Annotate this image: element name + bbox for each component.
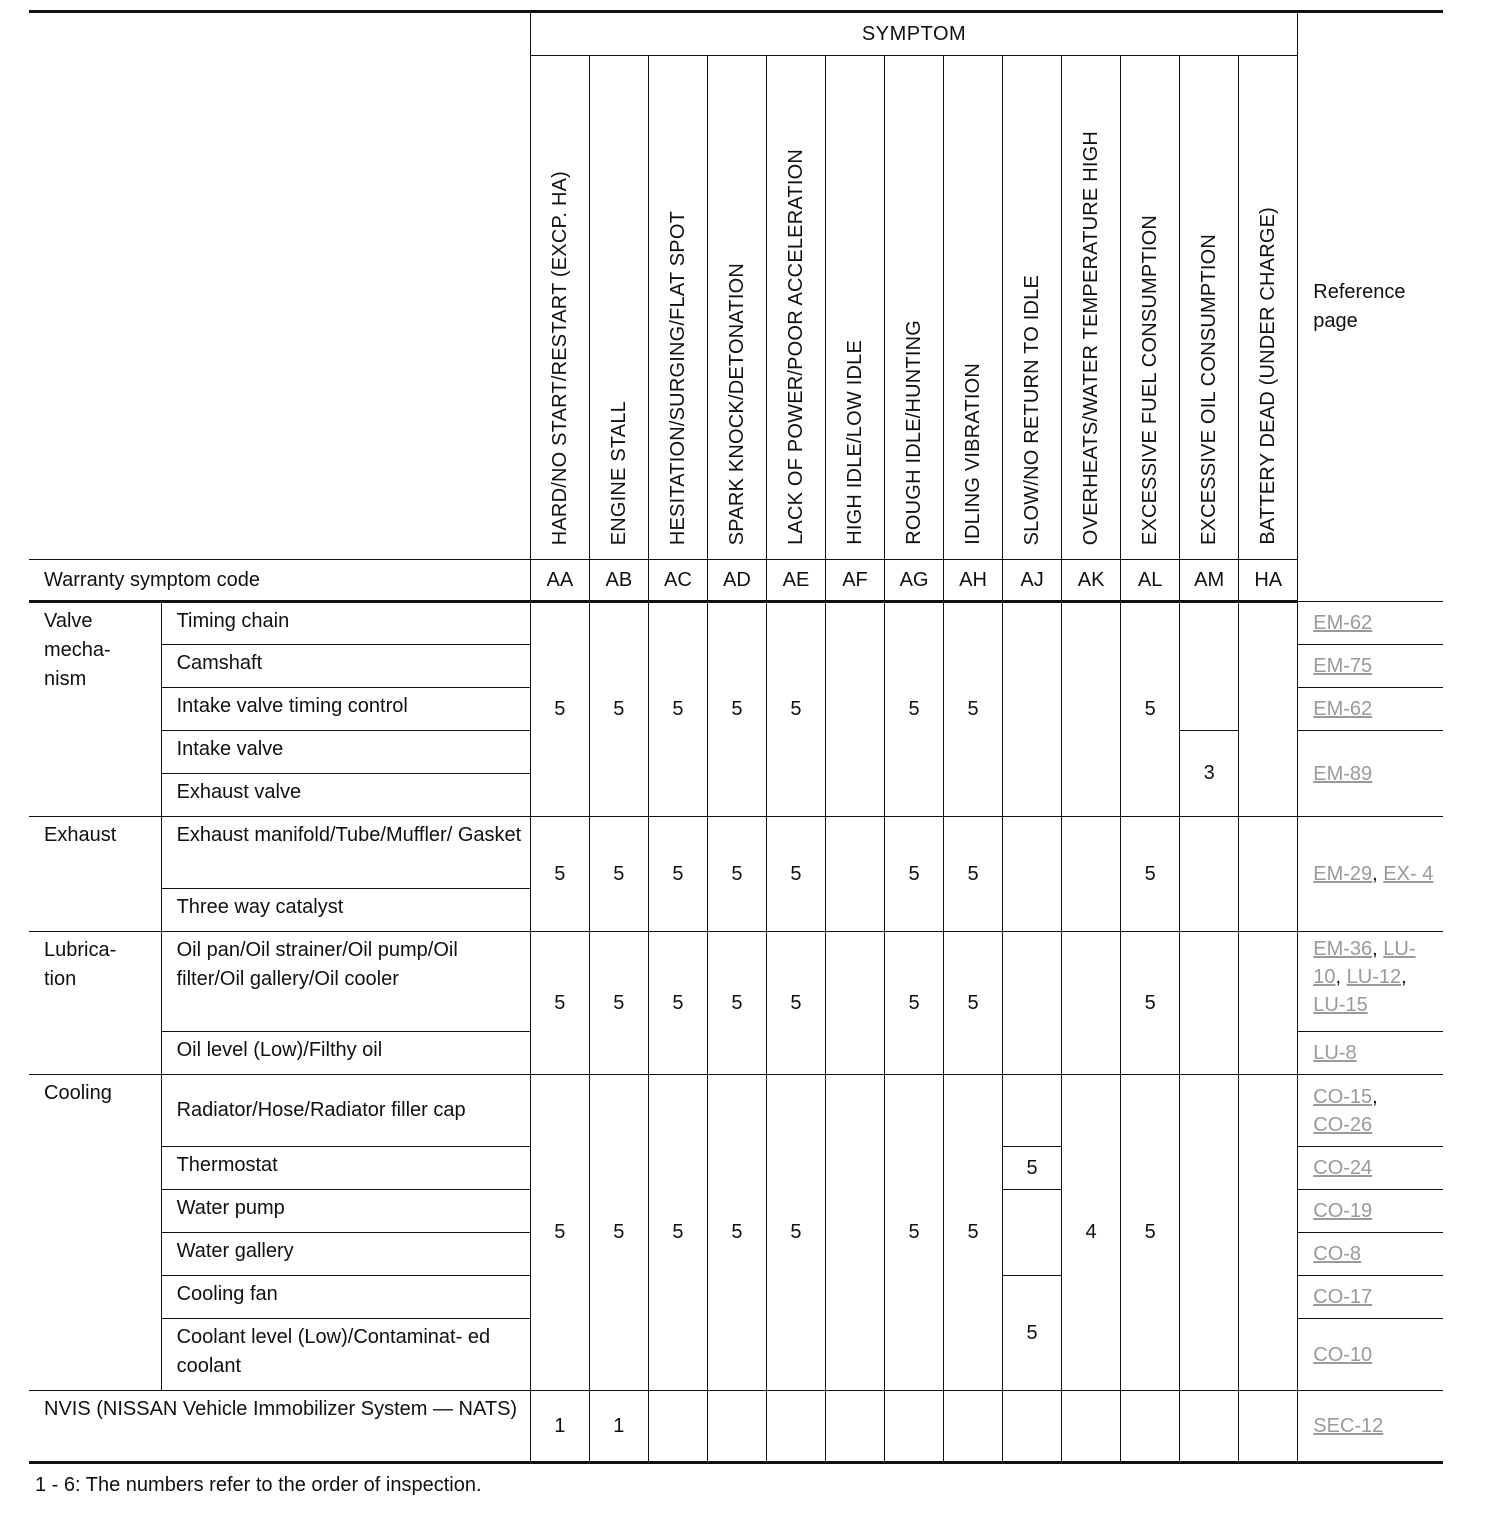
cell-empty [1180,817,1239,932]
ref-link[interactable]: LU- 10 [1313,938,1416,988]
cell: 5 [648,817,707,932]
group-exhaust-label: Exhaust [29,817,161,932]
cell: 5 [707,1075,766,1391]
cell-empty [1239,817,1298,932]
cell-empty [1062,1391,1121,1463]
ref-link[interactable]: EM-75 [1313,655,1373,677]
cell-empty [1003,1190,1062,1276]
cell: 5 [1003,1276,1062,1391]
symptom-col-ab [589,56,648,560]
code-ae: AE [766,560,825,602]
symptom-col-ae [766,56,825,560]
cell-empty [648,1391,707,1463]
symptom-col-ag [885,56,944,560]
cell-empty [1239,602,1298,817]
cell: 3 [1180,731,1239,817]
cell: 5 [1121,817,1180,932]
symptom-col-ac [648,56,707,560]
symptom-name: HIGH IDLE/LOW IDLE [843,340,866,545]
symptom-name: ROUGH IDLE/HUNTING [903,320,926,545]
cell: 5 [530,1075,589,1391]
ref-link[interactable]: EM-36 [1313,938,1373,960]
ref-separator: , [1372,863,1384,885]
cell: 5 [589,602,648,817]
symptom-col-ha [1239,56,1298,560]
item-coolant-level: Coolant level (Low)/Contaminat- ed coolant [161,1319,530,1391]
cell: 5 [766,817,825,932]
code-af: AF [825,560,884,602]
ref-radiator[interactable] [1298,1075,1443,1147]
cell-empty [825,1391,884,1463]
symptom-name: EXCESSIVE FUEL CONSUMPTION [1139,214,1162,545]
cell-empty [825,602,884,817]
cell-empty [1239,932,1298,1075]
cell-empty [1239,1075,1298,1391]
cell: 5 [648,932,707,1075]
cell: 5 [589,932,648,1075]
cell: 5 [885,1075,944,1391]
warranty-label: Warranty symptom code [29,560,530,602]
group-valve-label: Valve mecha- nism [29,602,161,817]
cell-empty [825,1075,884,1391]
cell: 5 [885,817,944,932]
cell-empty [1003,932,1062,1075]
cell: 1 [530,1391,589,1463]
item-exhaust-manifold: Exhaust manifold/Tube/Muffler/ Gasket [161,817,530,889]
code-al: AL [1121,560,1180,602]
symptom-name: ENGINE STALL [607,400,630,545]
ref-link[interactable]: EM-62 [1313,698,1373,720]
footnote: 1 - 6: The numbers refer to the order of inspection. [35,1474,482,1496]
symptom-col-am [1180,56,1239,560]
ref-separator: , [1372,1085,1378,1108]
code-ab: AB [589,560,648,602]
symptom-col-al [1121,56,1180,560]
ref-link[interactable]: LU-12 [1346,966,1402,988]
cell-empty [1239,1391,1298,1463]
ref-link[interactable]: CO-10 [1313,1343,1373,1366]
cell-empty [1180,602,1239,731]
ref-nvis[interactable] [1298,1391,1443,1463]
reference-header: Reference page [1298,12,1443,602]
symptom-table [29,10,1443,1464]
code-am: AM [1180,560,1239,602]
ref-link[interactable]: SEC-12 [1313,1415,1384,1437]
symptom-col-ak [1062,56,1121,560]
cell: 5 [530,602,589,817]
cell: 5 [707,602,766,817]
ref-link[interactable]: EM-62 [1313,612,1373,634]
header-corner [29,12,530,560]
group-lubrication-label: Lubrica- tion [29,932,161,1075]
group-nvis-label: NVIS (NISSAN Vehicle Immobilizer System — NATS) [29,1391,530,1463]
item-three-way-catalyst: Three way catalyst [161,889,530,932]
code-ad: AD [707,560,766,602]
cell-empty [1180,1391,1239,1463]
item-timing-chain: Timing chain [161,602,530,645]
cell-empty [1062,602,1121,817]
cell-empty [1003,602,1062,817]
ref-separator: , [1401,966,1407,988]
ref-link[interactable]: CO-19 [1313,1200,1373,1222]
ref-link[interactable]: CO-17 [1313,1286,1373,1308]
cell-empty [1121,1391,1180,1463]
cell: 5 [885,932,944,1075]
symptom-name: IDLING VIBRATION [962,363,985,545]
ref-link[interactable]: CO-15 [1313,1085,1373,1108]
symptom-col-aj [1003,56,1062,560]
cell: 5 [766,932,825,1075]
code-aj: AJ [1003,560,1062,602]
cell-empty [1003,1075,1062,1147]
ref-link[interactable]: LU-8 [1313,1042,1357,1064]
cell: 5 [707,932,766,1075]
item-exhaust-valve: Exhaust valve [161,774,530,817]
item-radiator: Radiator/Hose/Radiator filler cap [161,1075,530,1147]
cell: 5 [766,602,825,817]
ref-cooling-fan[interactable] [1298,1276,1443,1319]
ref-coolant-level[interactable] [1298,1319,1443,1391]
symptom-header: SYMPTOM [530,12,1297,56]
ref-exhaust[interactable] [1298,817,1443,932]
symptom-col-ad [707,56,766,560]
cell-empty [944,1391,1003,1463]
cell-empty [1180,932,1239,1075]
cell-empty [1180,1075,1239,1391]
code-ah: AH [944,560,1003,602]
ref-link[interactable]: EM-89 [1313,762,1373,785]
code-ak: AK [1062,560,1121,602]
cell: 5 [944,602,1003,817]
ref-link[interactable]: CO-8 [1313,1243,1362,1265]
symptom-name: BATTERY DEAD (UNDER CHARGE) [1257,207,1280,545]
item-water-gallery: Water gallery [161,1233,530,1276]
code-ac: AC [648,560,707,602]
cell: 5 [648,602,707,817]
cell: 5 [589,1075,648,1391]
item-cooling-fan: Cooling fan [161,1276,530,1319]
cell: 5 [885,602,944,817]
cell: 5 [1121,602,1180,817]
symptom-name: OVERHEATS/WATER TEMPERATURE HIGH [1080,130,1103,545]
symptom-col-ah [944,56,1003,560]
item-camshaft: Camshaft [161,645,530,688]
cell: 5 [648,1075,707,1391]
cell: 5 [766,1075,825,1391]
cell: 5 [589,817,648,932]
ref-thermostat[interactable] [1298,1147,1443,1190]
symptom-col-aa [530,56,589,560]
ref-water-gallery[interactable] [1298,1233,1443,1276]
ref-oil-system[interactable] [1298,932,1443,1032]
ref-intake-valve-timing[interactable] [1298,688,1443,731]
cell: 5 [1121,932,1180,1075]
item-oil-system: Oil pan/Oil strainer/Oil pump/Oil filter/Oil gallery/Oil cooler [161,932,530,1032]
cell: 5 [707,817,766,932]
ref-separator: , [1335,966,1347,988]
cell-empty [1003,817,1062,932]
cell-empty [885,1391,944,1463]
cell-empty [707,1391,766,1463]
ref-camshaft[interactable] [1298,645,1443,688]
cell: 5 [944,932,1003,1075]
ref-timing-chain[interactable] [1298,602,1443,645]
ref-link[interactable]: EM-29 [1313,863,1373,885]
ref-link[interactable]: CO-24 [1313,1157,1373,1179]
code-ha: HA [1239,560,1298,602]
item-water-pump: Water pump [161,1190,530,1233]
symptom-name: EXCESSIVE OIL CONSUMPTION [1198,234,1221,545]
symptom-name: HARD/NO START/RESTART (EXCP. HA) [548,170,571,545]
item-thermostat: Thermostat [161,1147,530,1190]
cell-empty [1062,932,1121,1075]
cell-empty [766,1391,825,1463]
item-intake-valve-timing: Intake valve timing control [161,688,530,731]
item-intake-valve: Intake valve [161,731,530,774]
code-aa: AA [530,560,589,602]
cell: 5 [1121,1075,1180,1391]
cell: 5 [530,932,589,1075]
group-cooling-label: Cooling [29,1075,161,1391]
cell: 5 [1003,1147,1062,1190]
cell: 5 [530,817,589,932]
ref-valves[interactable] [1298,731,1443,817]
cell-empty [1003,1391,1062,1463]
symptom-name: SPARK KNOCK/DETONATION [725,262,748,545]
item-oil-level: Oil level (Low)/Filthy oil [161,1032,530,1075]
ref-link[interactable]: EX- 4 [1383,863,1434,885]
code-ag: AG [885,560,944,602]
cell: 5 [944,1075,1003,1391]
ref-link[interactable]: CO-26 [1313,1113,1373,1136]
cell: 5 [944,817,1003,932]
symptom-name: LACK OF POWER/POOR ACCELERATION [784,149,807,545]
cell-empty [825,932,884,1075]
cell-empty [825,817,884,932]
ref-separator: , [1372,938,1384,960]
symptom-col-af [825,56,884,560]
cell: 1 [589,1391,648,1463]
cell: 4 [1062,1075,1121,1391]
ref-link[interactable]: LU-15 [1313,994,1368,1016]
symptom-name: HESITATION/SURGING/FLAT SPOT [666,210,689,545]
ref-oil-level[interactable] [1298,1032,1443,1075]
cell-empty [1062,817,1121,932]
symptom-name: SLOW/NO RETURN TO IDLE [1021,274,1044,545]
ref-water-pump[interactable] [1298,1190,1443,1233]
